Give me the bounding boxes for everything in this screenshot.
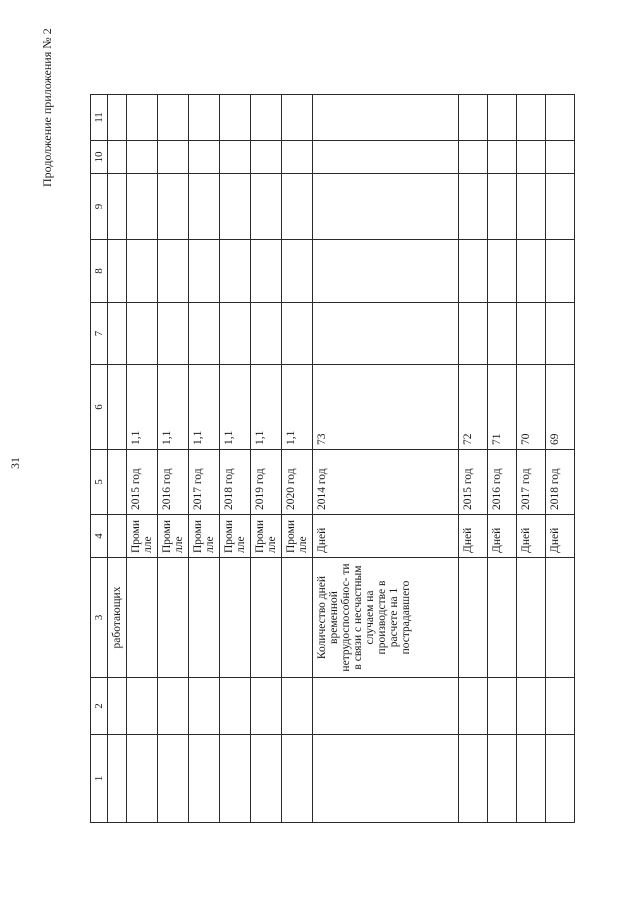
table-cell <box>220 365 251 450</box>
cell-text <box>251 558 257 677</box>
table-cell <box>459 450 488 515</box>
header-cell: 11 <box>91 95 108 141</box>
table-cell <box>459 95 488 141</box>
table-row <box>251 95 282 823</box>
table-cell <box>127 678 158 735</box>
table-cell <box>158 174 189 240</box>
table-cell <box>158 95 189 141</box>
table-cell <box>546 95 575 141</box>
table-row <box>189 95 220 823</box>
table-row <box>127 95 158 823</box>
cell-text: 69 <box>549 433 561 445</box>
table-cell <box>517 558 546 678</box>
table-cell <box>251 365 282 450</box>
table-cell <box>488 735 517 823</box>
table-cell <box>220 240 251 303</box>
table-cell <box>108 558 127 678</box>
table-cell <box>158 141 189 174</box>
table-cell <box>220 450 251 515</box>
cell-text <box>108 515 114 557</box>
cell-text: Дней <box>549 527 561 553</box>
cell-text: 2015 год <box>130 468 142 510</box>
table-cell <box>251 240 282 303</box>
table-cell <box>282 365 313 450</box>
cell-text: 2018 год <box>223 468 235 510</box>
table-cell <box>251 303 282 365</box>
cell-text <box>127 558 133 677</box>
header-cell: 4 <box>91 515 108 558</box>
table-cell <box>282 240 313 303</box>
table-cell <box>546 303 575 365</box>
cell-text: Количество дней временной нетрудоспособнос- ти в связи с несчастным случаем на производстве в расчете на 1 пострадавшего <box>316 563 412 672</box>
table-cell <box>546 240 575 303</box>
table-cell <box>313 365 459 450</box>
cell-text <box>459 558 465 677</box>
table-cell <box>220 174 251 240</box>
table-cell <box>108 450 127 515</box>
table-cell <box>251 678 282 735</box>
header-cell: 2 <box>91 678 108 735</box>
table-cell <box>189 303 220 365</box>
cell-text: 2018 год <box>549 468 561 510</box>
table-cell <box>251 141 282 174</box>
cell-text: 1,1 <box>285 430 297 445</box>
table-cell <box>488 95 517 141</box>
table-cell <box>108 735 127 823</box>
table-cell <box>220 303 251 365</box>
cell-text: Дней <box>462 527 474 553</box>
cell-text: 2014 год <box>316 468 328 510</box>
table-cell <box>546 515 575 558</box>
table-cell <box>517 678 546 735</box>
header-cell: 3 <box>91 558 108 678</box>
table-cell <box>313 450 459 515</box>
table-cell <box>127 95 158 141</box>
table-cell <box>220 141 251 174</box>
table-cell <box>313 515 459 558</box>
table-cell <box>313 303 459 365</box>
table-cell <box>127 303 158 365</box>
table-cell <box>459 558 488 678</box>
cell-text: 2016 год <box>161 468 173 510</box>
table-cell <box>108 174 127 240</box>
table-cell <box>459 678 488 735</box>
table-cell <box>189 240 220 303</box>
cell-text: 2015 год <box>462 468 474 510</box>
table-cell <box>282 95 313 141</box>
table-row <box>220 95 251 823</box>
table-cell <box>127 515 158 558</box>
cell-text: Дней <box>491 527 503 553</box>
table-cell <box>459 141 488 174</box>
table-cell <box>158 365 189 450</box>
table-cell <box>488 303 517 365</box>
cell-text: 73 <box>316 433 328 445</box>
cell-text: Проми лле <box>161 519 185 553</box>
table-cell <box>517 174 546 240</box>
table-cell <box>488 515 517 558</box>
table-cell <box>517 240 546 303</box>
table-cell <box>459 303 488 365</box>
cell-text <box>546 558 552 677</box>
table-row <box>488 95 517 823</box>
table-cell <box>220 558 251 678</box>
header-cell: 9 <box>91 174 108 240</box>
table-cell <box>517 95 546 141</box>
table-cell <box>127 174 158 240</box>
table-cell <box>158 735 189 823</box>
table-cell <box>189 735 220 823</box>
table-cell <box>108 95 127 141</box>
table-cell <box>108 240 127 303</box>
table-cell <box>158 240 189 303</box>
table-cell <box>251 515 282 558</box>
table-cell <box>189 95 220 141</box>
table-cell <box>127 141 158 174</box>
table-cell <box>313 678 459 735</box>
cell-text: 2020 год <box>285 468 297 510</box>
table-cell <box>220 678 251 735</box>
table-cell <box>282 678 313 735</box>
table-cell <box>488 365 517 450</box>
header-cell: 7 <box>91 303 108 365</box>
cell-text <box>282 558 288 677</box>
header-cell: 6 <box>91 365 108 450</box>
table-cell <box>459 365 488 450</box>
table-cell <box>220 735 251 823</box>
table-cell <box>459 515 488 558</box>
table-cell <box>108 678 127 735</box>
table-cell <box>313 141 459 174</box>
cell-text <box>517 558 523 677</box>
table-cell <box>189 141 220 174</box>
table-cell <box>488 678 517 735</box>
table-cell <box>313 735 459 823</box>
table-cell <box>546 141 575 174</box>
table-cell <box>517 365 546 450</box>
table-cell <box>488 240 517 303</box>
cell-text: 1,1 <box>161 430 173 445</box>
table-row <box>517 95 546 823</box>
table-cell <box>251 558 282 678</box>
table-cell <box>546 558 575 678</box>
cell-text <box>158 558 164 677</box>
table-cell <box>108 141 127 174</box>
table-cell <box>189 174 220 240</box>
table-cell <box>220 95 251 141</box>
table-cell <box>251 735 282 823</box>
table-cell <box>127 240 158 303</box>
table-cell <box>459 240 488 303</box>
cell-text <box>108 450 114 514</box>
table-cell <box>251 95 282 141</box>
table-cell <box>251 450 282 515</box>
table-cell <box>517 141 546 174</box>
table-cell <box>459 735 488 823</box>
table-cell <box>158 678 189 735</box>
data-table <box>90 94 575 823</box>
table-cell <box>282 303 313 365</box>
cell-text: 1,1 <box>223 430 235 445</box>
table-cell <box>189 365 220 450</box>
cell-text: 2016 год <box>491 468 503 510</box>
table-cell <box>313 558 459 678</box>
table-cell <box>546 678 575 735</box>
cell-text: Дней <box>316 527 328 553</box>
table-cell <box>127 558 158 678</box>
table-row <box>313 95 459 823</box>
cell-text: Проми лле <box>192 519 216 553</box>
cell-text: 1,1 <box>130 430 142 445</box>
table-cell <box>488 450 517 515</box>
table-cell <box>488 174 517 240</box>
header-cell: 5 <box>91 450 108 515</box>
cell-text <box>108 365 114 449</box>
header-cell: 1 <box>91 735 108 823</box>
continuation-note: Продолжение приложения № 2 <box>40 28 54 187</box>
table-cell <box>251 174 282 240</box>
table-cell <box>220 515 251 558</box>
cell-text: 1,1 <box>254 430 266 445</box>
cell-text: работающих <box>111 586 123 649</box>
table-cell <box>158 558 189 678</box>
cell-text: 2019 год <box>254 468 266 510</box>
table-cell <box>313 174 459 240</box>
table-cell <box>189 515 220 558</box>
table-cell <box>282 558 313 678</box>
cell-text: 2017 год <box>520 468 532 510</box>
table-row <box>459 95 488 823</box>
table-cell <box>546 365 575 450</box>
table-cell <box>517 515 546 558</box>
table-cell <box>158 450 189 515</box>
table-cell <box>108 365 127 450</box>
table-cell <box>282 450 313 515</box>
table-cell <box>546 174 575 240</box>
cell-text: 71 <box>491 433 503 445</box>
page-number: 31 <box>8 457 22 469</box>
cell-text: 72 <box>462 433 474 445</box>
table-cell <box>282 174 313 240</box>
table-cell <box>282 141 313 174</box>
cell-text: Проми лле <box>130 519 154 553</box>
table-cell <box>158 515 189 558</box>
table-cell <box>282 735 313 823</box>
table-cell <box>127 450 158 515</box>
table-row <box>282 95 313 823</box>
cell-text: Проми лле <box>285 519 309 553</box>
table-cell <box>282 515 313 558</box>
table-row <box>546 95 575 823</box>
cell-text <box>189 558 195 677</box>
table-cell <box>546 450 575 515</box>
table-cell <box>108 303 127 365</box>
table-cell <box>189 678 220 735</box>
cell-text: Проми лле <box>223 519 247 553</box>
cell-text <box>488 558 494 677</box>
table-cell <box>546 735 575 823</box>
table-cell <box>517 303 546 365</box>
cell-text: Дней <box>520 527 532 553</box>
table-cell <box>108 515 127 558</box>
table-cell <box>313 95 459 141</box>
table-cell <box>127 365 158 450</box>
header-cell: 10 <box>91 141 108 174</box>
cell-text: 1,1 <box>192 430 204 445</box>
table-cell <box>517 735 546 823</box>
table-cell <box>189 558 220 678</box>
table-cell <box>127 735 158 823</box>
table-cell <box>517 450 546 515</box>
table-cell <box>189 450 220 515</box>
header-row <box>91 95 108 823</box>
table-cell <box>459 174 488 240</box>
cell-text: 70 <box>520 433 532 445</box>
header-cell: 8 <box>91 240 108 303</box>
cell-text: Проми лле <box>254 519 278 553</box>
table-row <box>158 95 189 823</box>
cell-text <box>220 558 226 677</box>
cell-text: 2017 год <box>192 468 204 510</box>
table-cell <box>488 558 517 678</box>
table-cell <box>158 303 189 365</box>
table-cell <box>313 240 459 303</box>
table-row <box>108 95 127 823</box>
table-cell <box>488 141 517 174</box>
